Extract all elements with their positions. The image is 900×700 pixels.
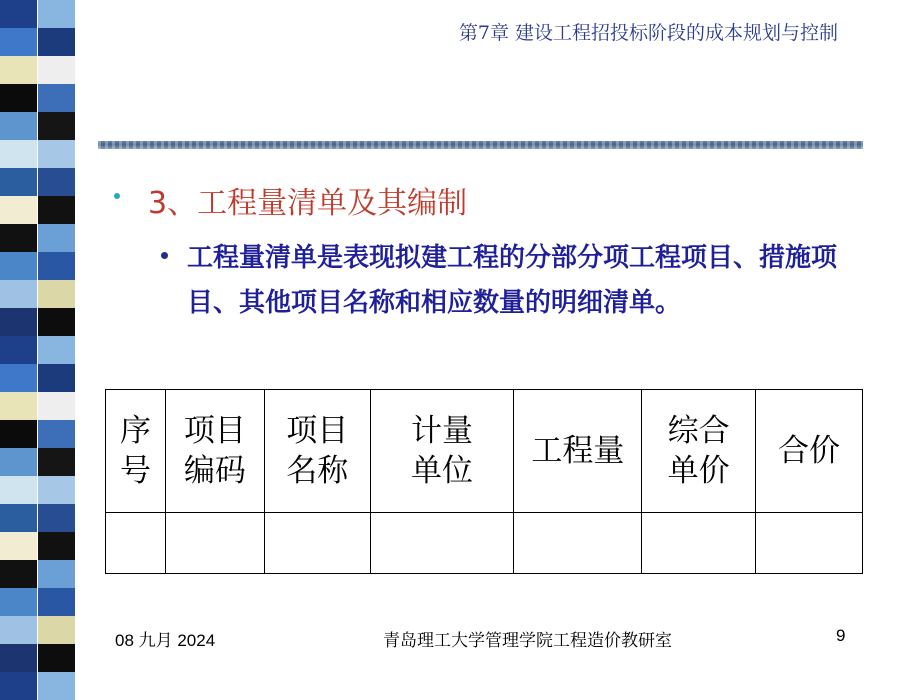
definition-paragraph: 工程量清单是表现拟建工程的分部分项工程项目、措施项目、其他项目名称和相应数量的明细清单。 [187, 243, 838, 318]
header-cell-line: 计量 [411, 413, 474, 449]
strip-square [0, 392, 37, 420]
header-cell-line: 单价 [667, 453, 730, 489]
header-cell-line: 工程量 [531, 433, 625, 469]
table-cell [514, 513, 642, 574]
table-row [106, 513, 863, 574]
header-cell-line: 名称 [286, 453, 349, 489]
table-cell [370, 513, 514, 574]
strip-square [0, 420, 37, 448]
strip-square [38, 420, 75, 448]
strip-square [0, 644, 37, 672]
strip-square [38, 84, 75, 112]
strip-square [38, 140, 75, 168]
strip-square [0, 476, 37, 504]
strip-square [0, 84, 37, 112]
strip-square [0, 168, 37, 196]
chapter-title: 第7章 建设工程招投标阶段的成本规划与控制 [458, 22, 838, 44]
strip-square [38, 476, 75, 504]
strip-square [0, 448, 37, 476]
header-cell-line: 编码 [183, 453, 246, 489]
header-cell-item-code [165, 390, 264, 513]
strip-square [38, 56, 75, 84]
header-cell-line: 序 [119, 413, 151, 449]
header-cell-line: 合价 [778, 433, 841, 469]
strip-square [0, 112, 37, 140]
strip-square [0, 280, 37, 308]
header-cell-total-price [756, 390, 863, 513]
paragraph-bullet-icon [161, 252, 168, 259]
table-cell [642, 513, 756, 574]
strip-square [38, 560, 75, 588]
header-cell-unit [370, 390, 514, 513]
header-cell-line: 项目 [286, 413, 349, 449]
strip-square [0, 252, 37, 280]
strip-square [38, 448, 75, 476]
strip-square [0, 56, 37, 84]
strip-square [0, 28, 37, 56]
strip-square [38, 364, 75, 392]
strip-square [38, 112, 75, 140]
table-cell [106, 513, 166, 574]
strip-square [0, 560, 37, 588]
footer-organization: 青岛理工大学管理学院工程造价教研室 [383, 631, 672, 651]
bill-of-quantities-table [105, 389, 863, 574]
title-divider-texture [98, 141, 863, 149]
strip-square [38, 252, 75, 280]
decorative-side-strip [0, 0, 75, 675]
table-cell [756, 513, 863, 574]
strip-square [38, 504, 75, 532]
strip-square [38, 336, 75, 364]
strip-square [0, 504, 37, 532]
strip-square [38, 588, 75, 616]
strip-square [38, 308, 75, 336]
strip-square [38, 280, 75, 308]
strip-square [38, 224, 75, 252]
strip-square [0, 532, 37, 560]
strip-square [0, 0, 37, 28]
strip-square [38, 168, 75, 196]
header-cell-line: 号 [119, 453, 151, 489]
header-cell-unit-price [642, 390, 756, 513]
strip-square [0, 336, 37, 364]
strip-square [0, 672, 37, 700]
strip-square [0, 588, 37, 616]
page-number: 9 [836, 626, 846, 645]
header-cell-line: 综合 [667, 413, 730, 449]
strip-square [38, 644, 75, 672]
strip-square [0, 196, 37, 224]
header-cell-line: 项目 [183, 413, 246, 449]
table-header-row [106, 390, 863, 513]
strip-square [38, 28, 75, 56]
footer-date: 08 九月 2024 [115, 631, 216, 650]
strip-square [38, 392, 75, 420]
strip-square [38, 616, 75, 644]
strip-square [0, 224, 37, 252]
strip-square [0, 616, 37, 644]
strip-square [0, 308, 37, 336]
heading-bullet-icon [114, 193, 120, 199]
table-cell [264, 513, 370, 574]
header-cell-item-name [264, 390, 370, 513]
section-heading: 3、工程量清单及其编制 [148, 186, 468, 221]
table-cell [165, 513, 264, 574]
header-cell-quantity [514, 390, 642, 513]
strip-square [38, 196, 75, 224]
header-cell-line: 单位 [411, 453, 474, 489]
strip-square [0, 140, 37, 168]
strip-square [38, 672, 75, 700]
strip-square [0, 364, 37, 392]
header-cell-serial [106, 390, 166, 513]
strip-square [38, 0, 75, 28]
strip-square [38, 532, 75, 560]
